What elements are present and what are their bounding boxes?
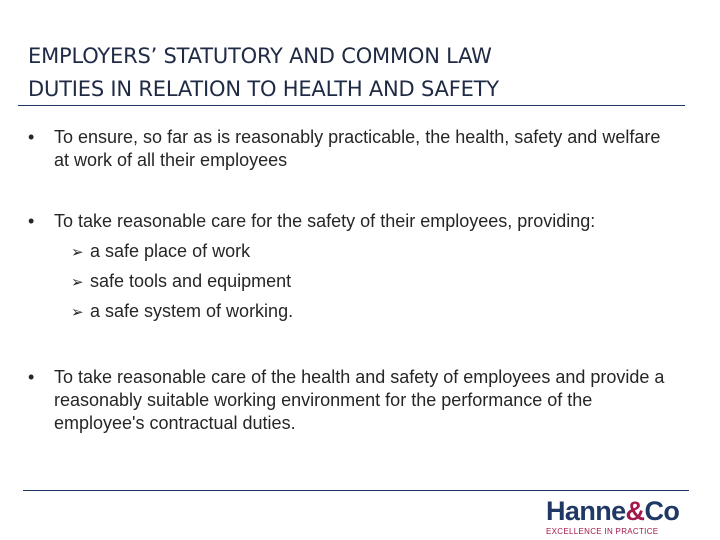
- sub-bullet-text: a safe place of work: [90, 241, 251, 261]
- bullet-text: To take reasonable care for the safety of their employees, providing:: [54, 211, 596, 231]
- logo-wordmark: [546, 496, 711, 526]
- bullet-text: To take reasonable care of the health and safety of employees and provide a reasonably suitable working environment for the performance of the employee's contractual duties.: [54, 367, 665, 433]
- arrow-bullet-icon: ➢: [71, 273, 84, 291]
- title-divider: [18, 105, 685, 106]
- bullet-text: To ensure, so far as is reasonably practicable, the health, safety and welfare at work of all their employees: [54, 127, 661, 170]
- bullet-list: [28, 126, 668, 435]
- bullet-item: [28, 126, 668, 172]
- logo-tagline: EXCELLENCE IN PRACTICE: [546, 527, 659, 536]
- logo-name-part-2: Co: [644, 496, 680, 526]
- slide-title-line-1: EMPLOYERS’ STATUTORY AND COMMON LAW: [28, 44, 492, 68]
- bullet-icon: •: [28, 211, 35, 231]
- sub-bullet-text: safe tools and equipment: [90, 271, 292, 291]
- bullet-icon: •: [28, 367, 35, 387]
- logo-ampersand: &: [625, 496, 645, 526]
- sub-bullet-text: a safe system of working.: [90, 301, 294, 321]
- sub-bullet-item: [54, 300, 668, 330]
- sub-bullet-item: [54, 270, 668, 300]
- logo-name-part-1: Hanne: [546, 496, 626, 526]
- arrow-bullet-icon: ➢: [71, 303, 84, 321]
- sub-bullet-item: [54, 240, 668, 270]
- slide-title: [28, 40, 688, 106]
- company-logo: [546, 496, 711, 540]
- sub-bullet-list: [54, 240, 668, 330]
- bullet-item: [28, 210, 668, 330]
- arrow-bullet-icon: ➢: [71, 243, 84, 261]
- slide-title-line-2: DUTIES IN RELATION TO HEALTH AND SAFETY: [28, 77, 499, 101]
- footer-divider: [23, 490, 689, 491]
- bullet-icon: •: [28, 127, 35, 147]
- bullet-item: [28, 366, 668, 435]
